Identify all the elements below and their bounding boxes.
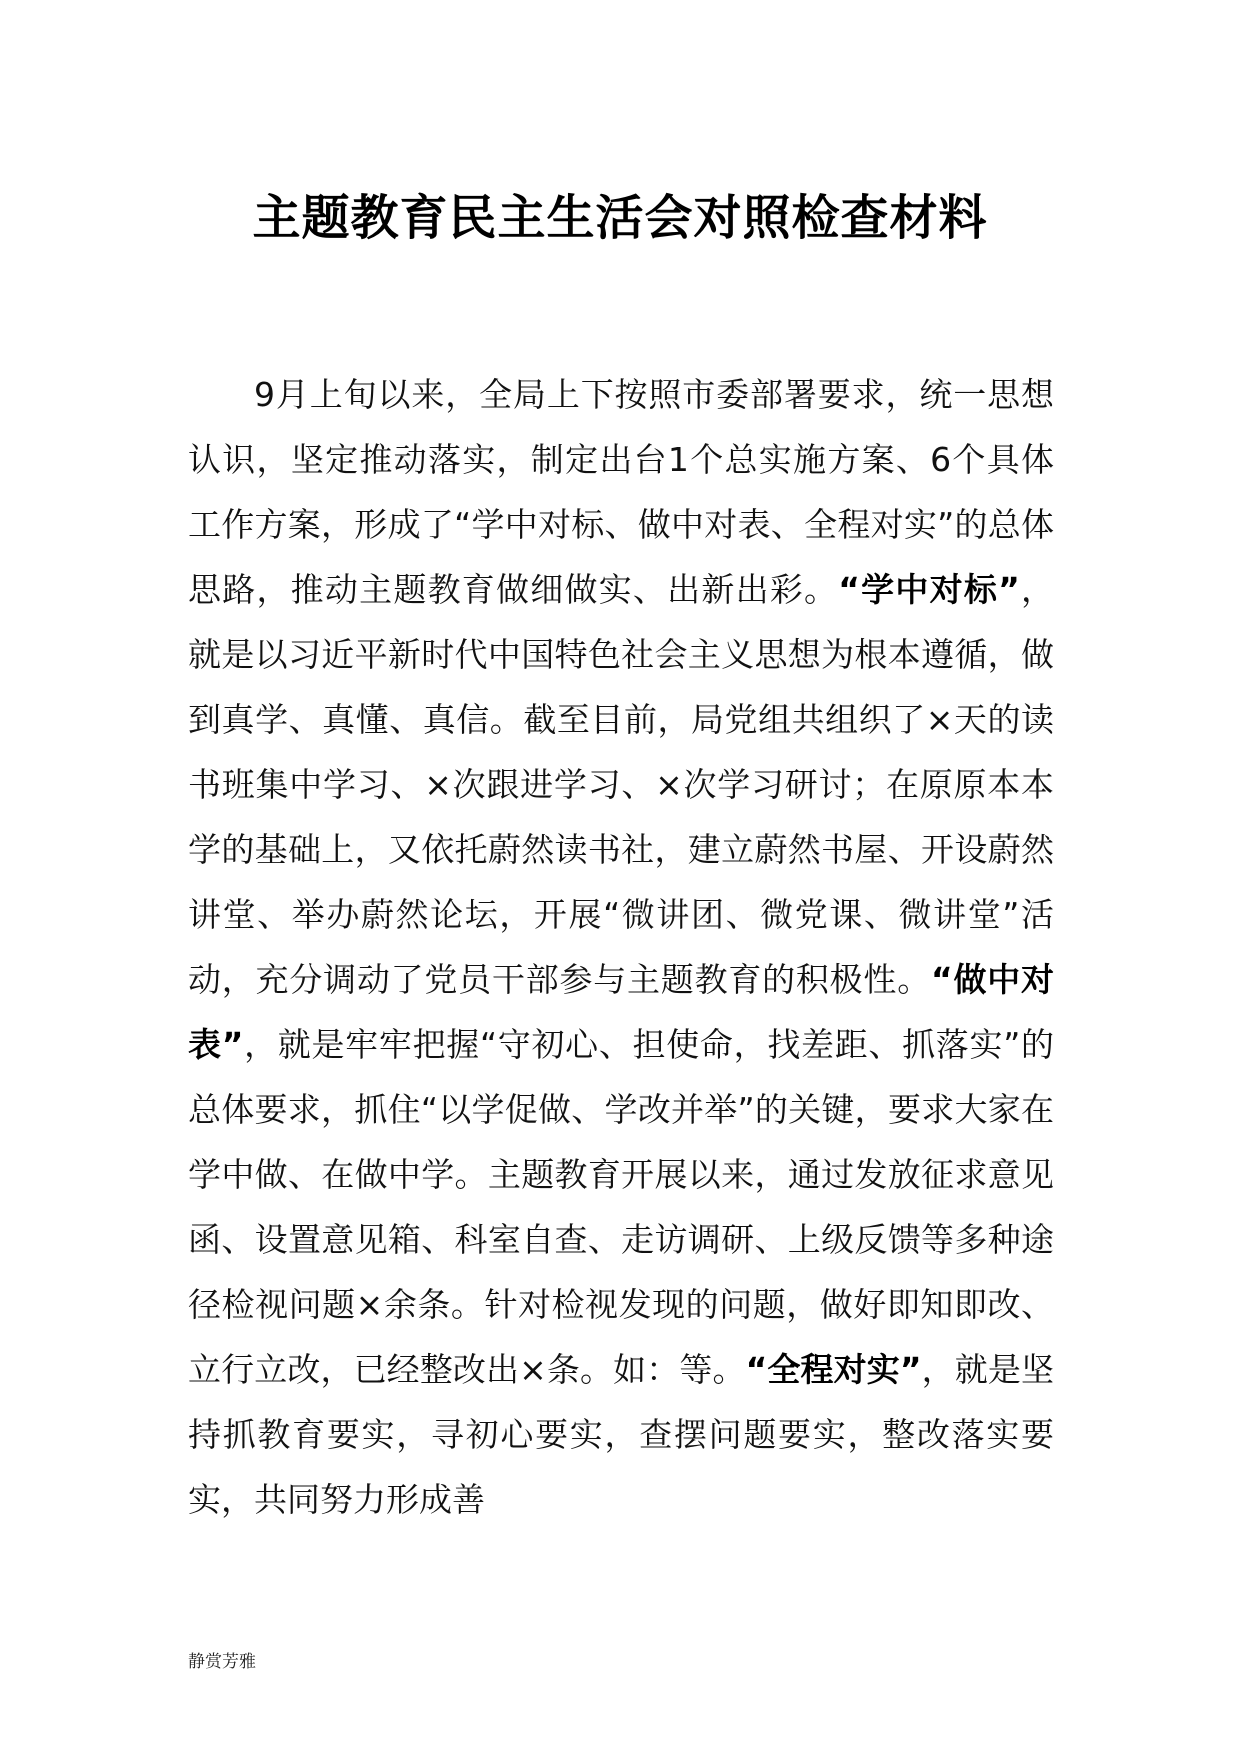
body-paragraph <box>188 362 1054 1532</box>
paragraph-text-2: ，就是以习近平新时代中国特色社会主义思想为根本遵循，做到真学、真懂、真信。截至目前，局党组共组织了×天的读书班集中学习、×次跟进学习、×次学习研讨；在原原本本学的基础上，又依托蔚然读书社，建立蔚然书屋、开设蔚然讲堂、举办蔚然论坛，开展“微讲团、微党课、微讲堂”活动，充分调动了党员干部参与主题教育的积极性。 <box>188 570 1054 999</box>
paragraph-text-3: ，就是牢牢把握“守初心、担使命，找差距、抓落实”的总体要求，抓住“以学促做、学改并举”的关键，要求大家在学中做、在做中学。主题教育开展以来，通过发放征求意见函、设置意见箱、科室自查、走访调研、上级反馈等多种途径检视问题×余条。针对检视发现的问题，做好即知即改、立行立改，已经整改出×条。如：等。 <box>188 1025 1054 1389</box>
page-footer: 静赏芳雅 <box>188 1652 256 1672</box>
paragraph-text-4: ，就是坚持抓教育要实，寻初心要实，查摆问题要实，整改落实要实，共同努力形成善 <box>188 1350 1055 1519</box>
document-title: 主题教育民主生活会对照检查材料 <box>252 190 988 246</box>
paragraph-text-1: 9月上旬以来，全局上下按照市委部署要求，统一思想认识，坚定推动落实，制定出台1个总实施方案、6个具体工作方案，形成了“学中对标、做中对表、全程对实”的总体思路，推动主题教育做细做实、出新出彩。 <box>188 375 1054 609</box>
bold-phrase-whole-process: “全程对实” <box>745 1350 922 1389</box>
bold-phrase-learning-benchmark: “学中对标” <box>838 570 1020 609</box>
bold-phrase-doing-checklist: “做中对表” <box>188 960 1054 1064</box>
